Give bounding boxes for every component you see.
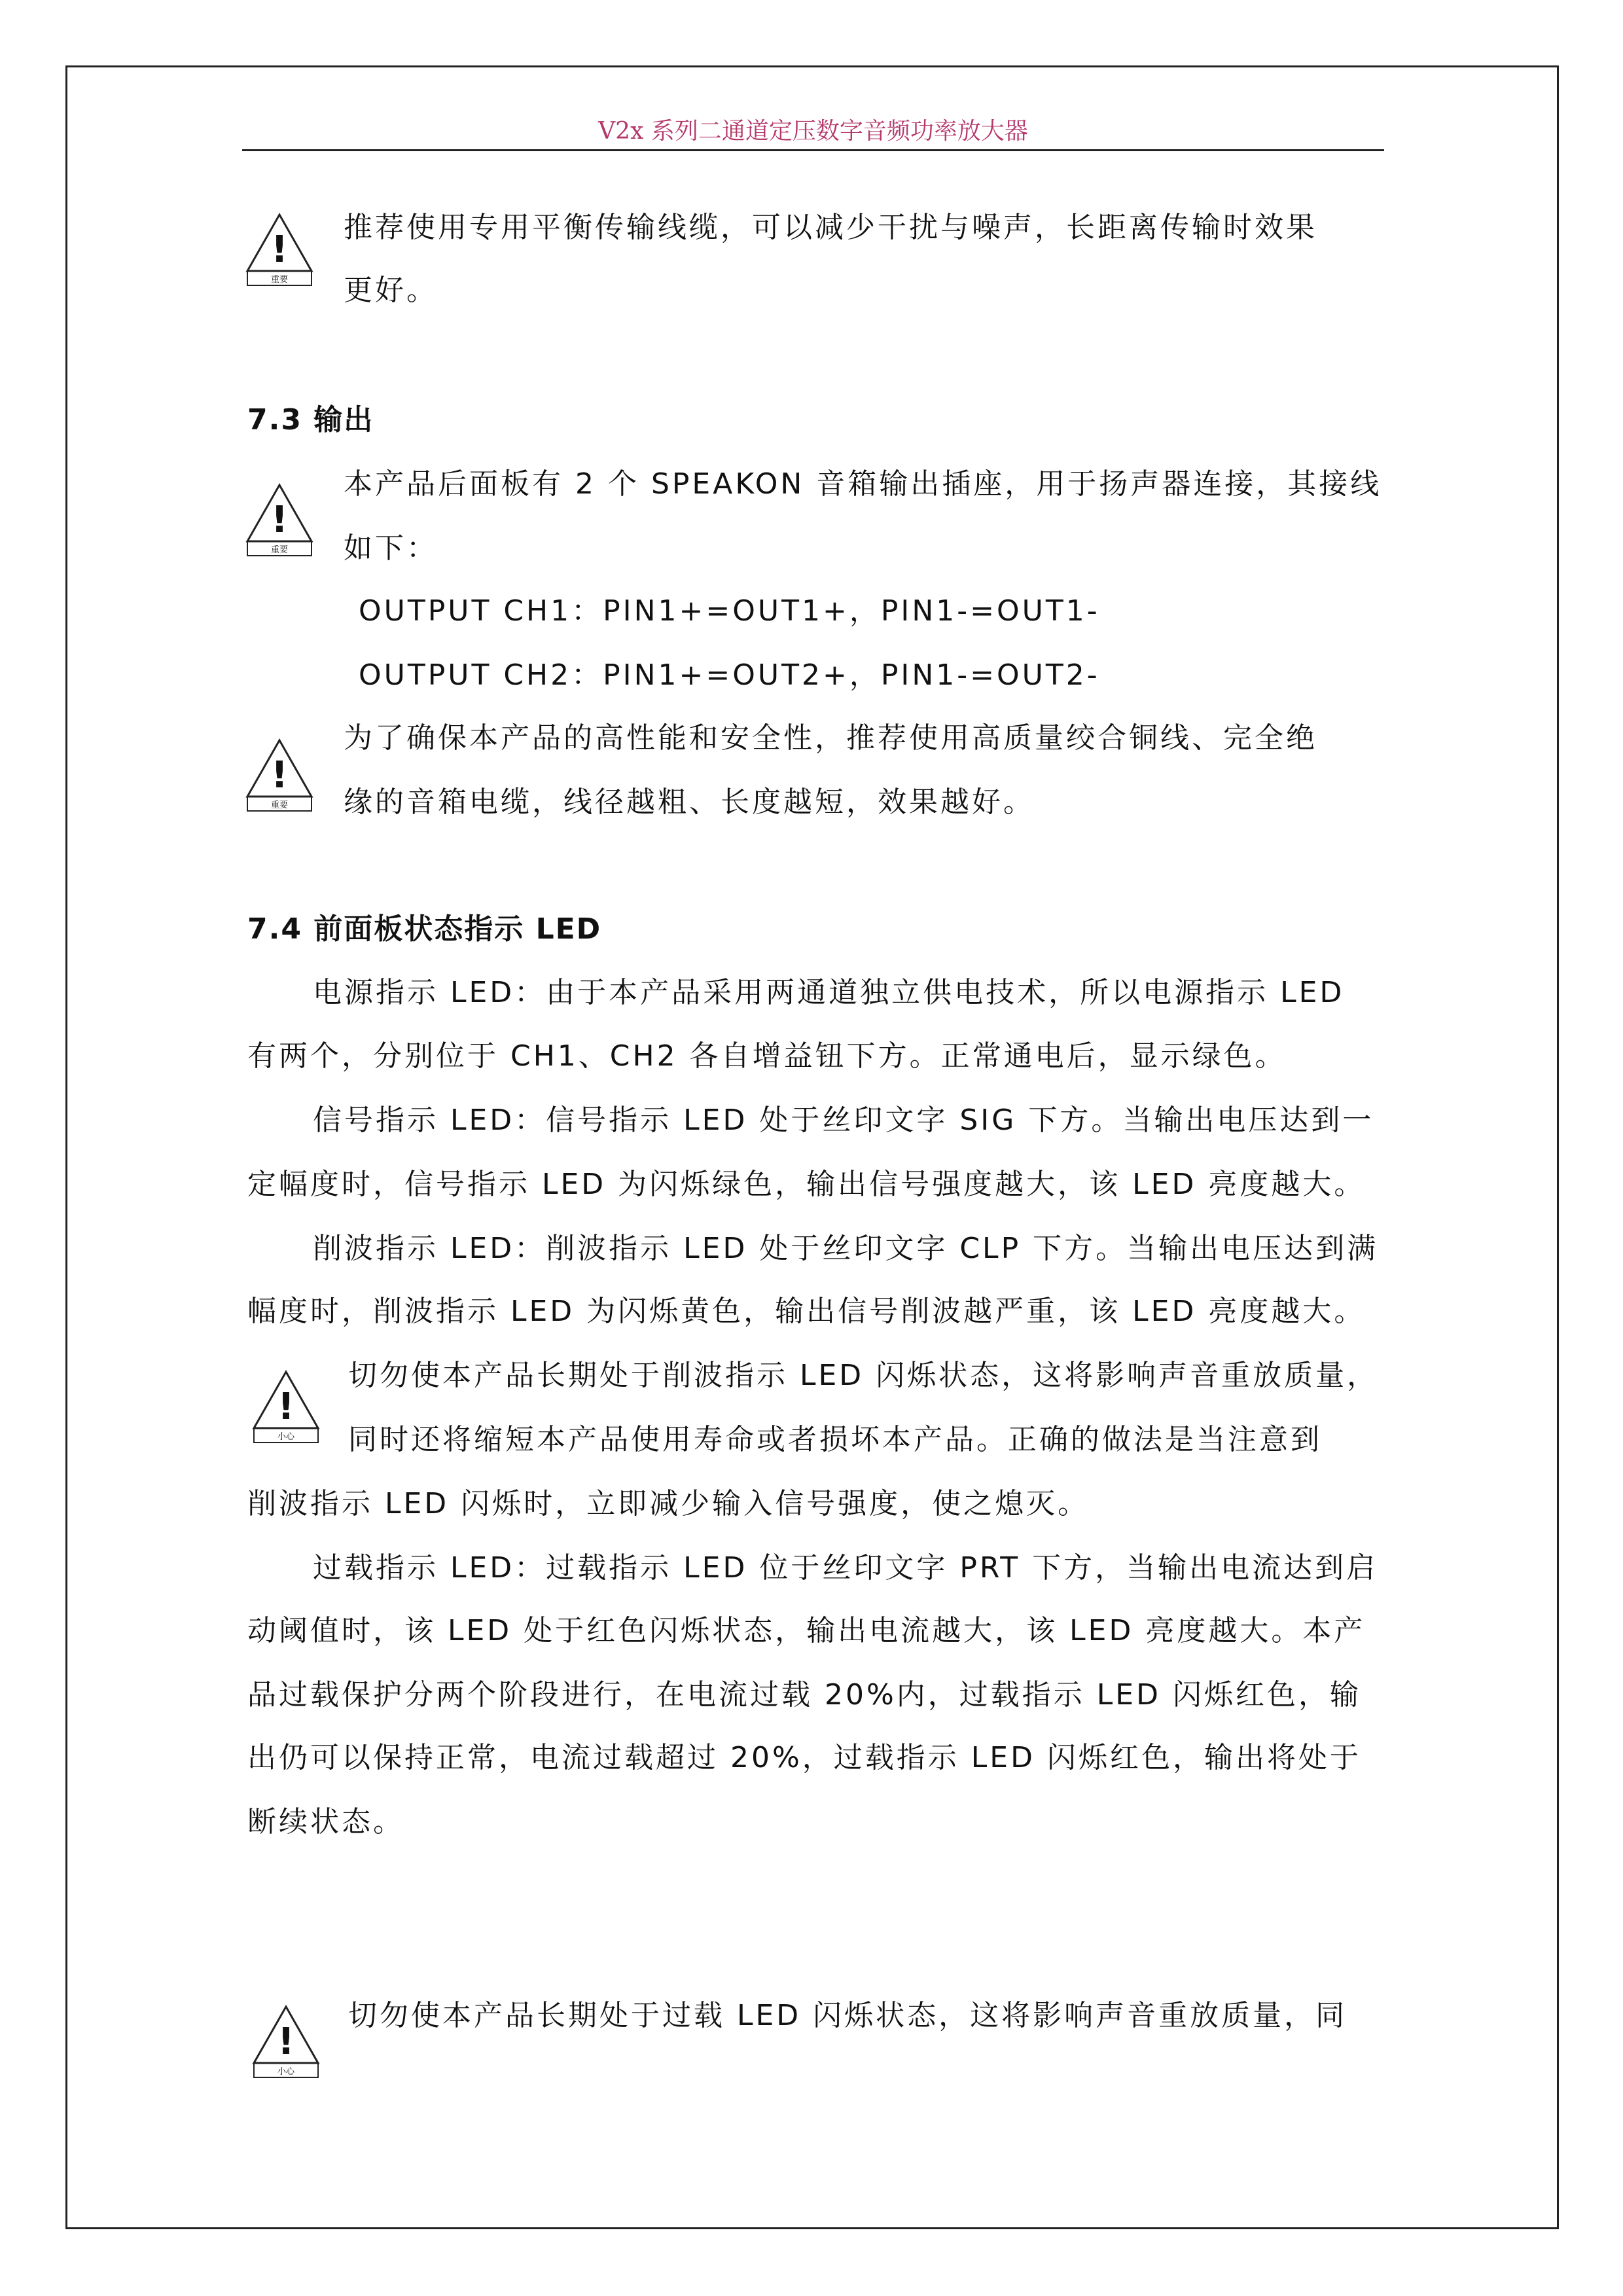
important-warning-icon: [243, 736, 315, 815]
overload-led-line2: 动阈值时，该 LED 处于红色闪烁状态，输出电流越大，该 LED 亮度越大。本产: [247, 1614, 1366, 1647]
clip-warning-line3: 削波指示 LED 闪烁时，立即减少输入信号强度，使之熄灭。: [247, 1487, 1090, 1520]
overload-warning-line1: 切勿使本产品长期处于过载 LED 闪烁状态，这将影响声音重放质量，同: [348, 1999, 1347, 2032]
svg-text:!: !: [277, 1386, 294, 1428]
note1-line2: 更好。: [344, 274, 438, 307]
overload-led-line3: 品过载保护分两个阶段进行，在电流过载 20%内，过载指示 LED 闪烁红色，输: [247, 1678, 1361, 1712]
clip-warning-line1: 切勿使本产品长期处于削波指示 LED 闪烁状态，这将影响声音重放质量，: [348, 1359, 1379, 1392]
section73-p1-line2: 如下：: [344, 531, 438, 565]
output-ch2-pinout: OUTPUT CH2：PIN1+=OUT2+，PIN1-=OUT2-: [359, 658, 1100, 692]
section73-note-line1: 为了确保本产品的高性能和安全性，推荐使用高质量绞合铜线、完全绝: [344, 721, 1317, 755]
clip-led-line2: 幅度时，削波指示 LED 为闪烁黄色，输出信号削波越严重，该 LED 亮度越大。: [247, 1295, 1366, 1328]
signal-led-line1: 信号指示 LED：信号指示 LED 处于丝印文字 SIG 下方。当输出电压达到一: [313, 1103, 1374, 1137]
svg-text:!: !: [271, 499, 288, 541]
section73-p1-line1: 本产品后面板有 2 个 SPEAKON 音箱输出插座，用于扬声器连接，其接线: [344, 467, 1382, 501]
caution-warning-icon: [250, 2003, 322, 2081]
svg-text:!: !: [271, 228, 288, 271]
clip-led-line1: 削波指示 LED：削波指示 LED 处于丝印文字 CLP 下方。当输出电压达到满: [313, 1232, 1379, 1265]
output-ch1-pinout: OUTPUT CH1：PIN1+=OUT1+，PIN1-=OUT1-: [359, 594, 1100, 628]
section-7-4-title: 7.4 前面板状态指示 LED: [247, 912, 602, 946]
page-border: [65, 65, 1559, 2229]
section-7-3-title: 7.3 输出: [247, 403, 374, 437]
header-rule: [242, 149, 1384, 151]
page-header: V2x 系列二通道定压数字音频功率放大器: [598, 118, 1028, 145]
important-warning-icon: [243, 481, 315, 560]
svg-text:!: !: [271, 754, 288, 797]
power-led-line2: 有两个，分别位于 CH1、CH2 各自增益钮下方。正常通电后，显示绿色。: [247, 1039, 1287, 1073]
overload-led-line4: 出仍可以保持正常，电流过载超过 20%，过载指示 LED 闪烁红色，输出将处于: [247, 1741, 1361, 1774]
overload-led-line5: 断续状态。: [247, 1805, 404, 1839]
signal-led-line2: 定幅度时，信号指示 LED 为闪烁绿色，输出信号强度越大，该 LED 亮度越大。: [247, 1168, 1366, 1201]
power-led-line1: 电源指示 LED：由于本产品采用两通道独立供电技术，所以电源指示 LED: [313, 976, 1345, 1009]
caution-warning-icon: [250, 1368, 322, 1446]
important-icon-label: 重要: [270, 275, 289, 285]
important-warning-icon: [243, 211, 315, 289]
svg-text:!: !: [277, 2020, 294, 2063]
svg-text:重要: 重要: [270, 800, 289, 810]
svg-text:小心: 小心: [277, 1432, 295, 1442]
note1-line1: 推荐使用专用平衡传输线缆，可以减少干扰与噪声，长距离传输时效果: [344, 211, 1317, 244]
svg-text:小心: 小心: [277, 2067, 295, 2077]
section73-note-line2: 缘的音箱电缆，线径越粗、长度越短，效果越好。: [344, 785, 1035, 819]
overload-led-line1: 过载指示 LED：过载指示 LED 位于丝印文字 PRT 下方，当输出电流达到启: [313, 1551, 1378, 1585]
clip-warning-line2: 同时还将缩短本产品使用寿命或者损坏本产品。正确的做法是当注意到: [348, 1423, 1322, 1456]
svg-text:重要: 重要: [270, 545, 289, 555]
